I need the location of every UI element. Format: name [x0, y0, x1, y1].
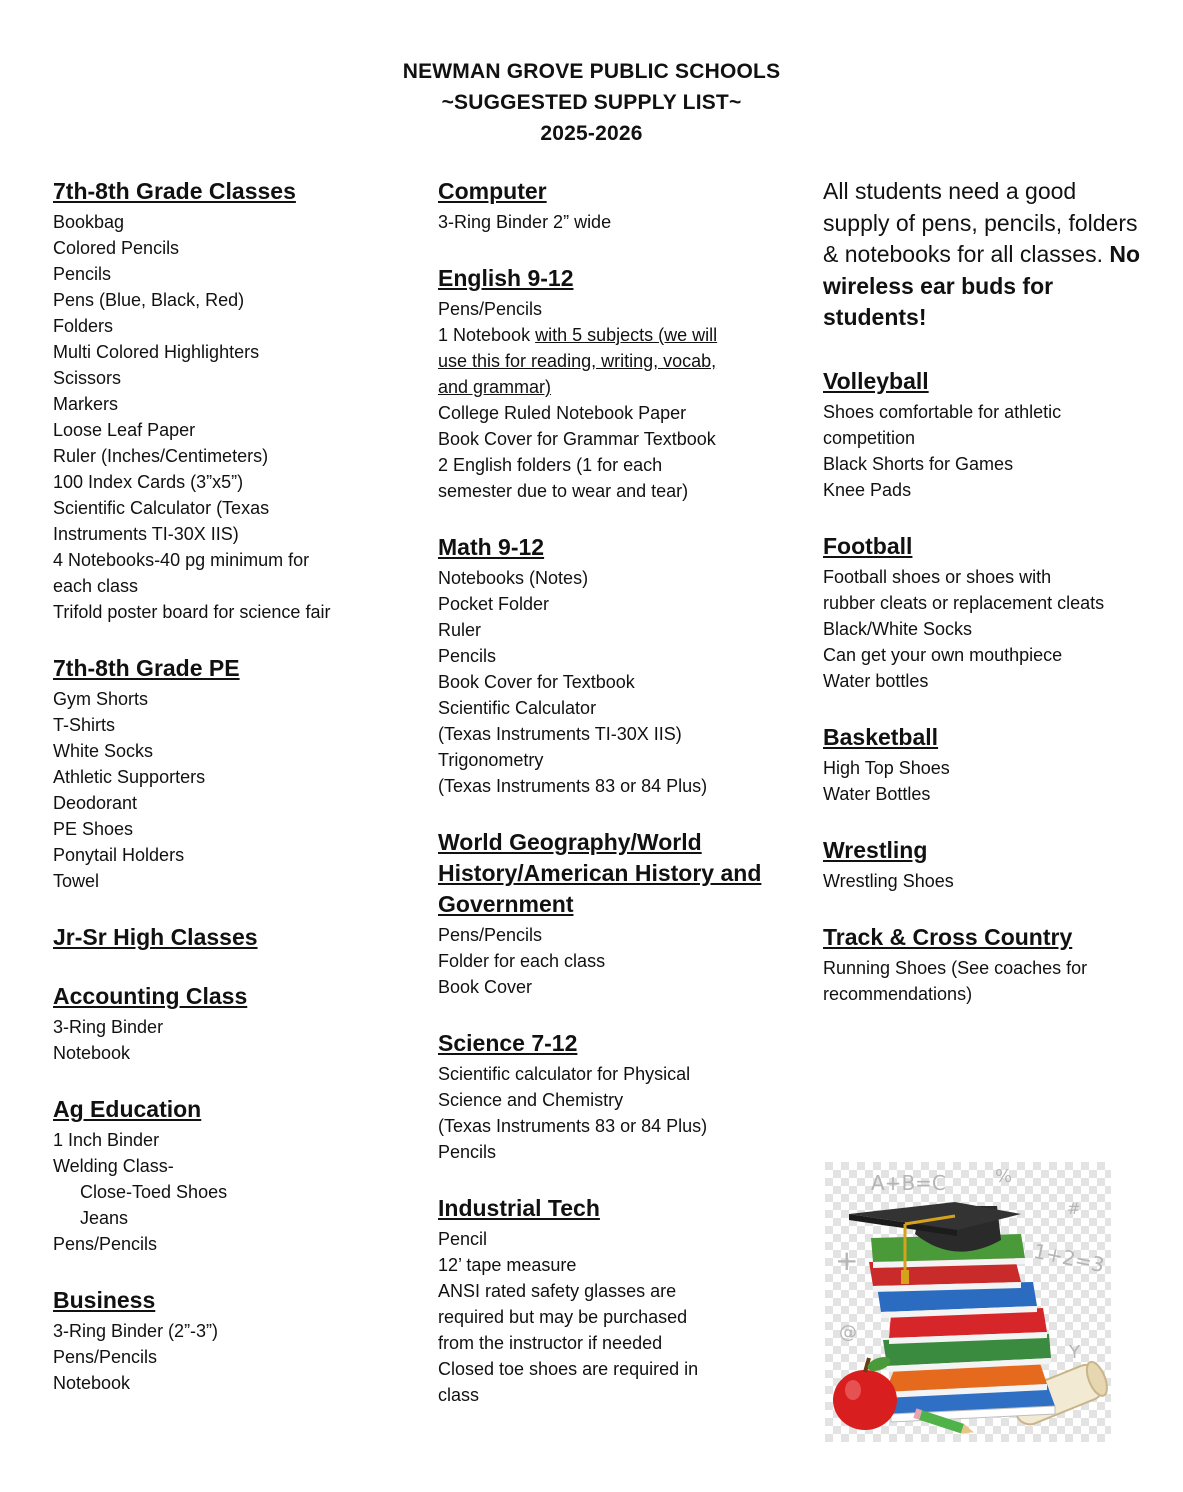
list-item: Colored Pencils	[53, 238, 180, 258]
list-item: Pens (Blue, Black, Red)	[53, 290, 245, 310]
list-item: Can get your own mouthpiece	[823, 644, 1063, 665]
list-item: Bookbag	[53, 212, 125, 232]
list-item: Instruments TI-30X IIS)	[53, 524, 239, 544]
list-item: Pencils	[438, 646, 497, 666]
list-item: Deodorant	[53, 793, 138, 813]
section-title: 7th-8th Grade Classes	[53, 178, 296, 204]
list-item: Pencil	[438, 1229, 488, 1249]
list-item: Athletic Supporters	[53, 767, 206, 787]
document-title: ~SUGGESTED SUPPLY LIST~	[441, 91, 742, 114]
list-item: Book Cover for Grammar Textbook	[438, 429, 716, 449]
section-wrestling	[823, 835, 1143, 894]
section-title: Science 7-12	[438, 1030, 578, 1056]
list-item: Trigonometry	[438, 750, 544, 770]
school-name: NEWMAN GROVE PUBLIC SCHOOLS	[402, 60, 781, 83]
section-football	[823, 531, 1143, 694]
list-item: recommendations)	[823, 983, 973, 1004]
list-item: Welding Class-	[53, 1156, 174, 1176]
list-item: Science and Chemistry	[438, 1090, 624, 1110]
list-item: Pens/Pencils	[53, 1347, 158, 1367]
list-item: White Socks	[53, 741, 154, 761]
section-title: Wrestling	[823, 836, 928, 863]
list-item: Wrestling Shoes	[823, 870, 954, 891]
supply-list	[823, 564, 1143, 694]
supply-list	[823, 868, 1143, 894]
list-item: Loose Leaf Paper	[53, 420, 196, 440]
list-item: Pencils	[53, 264, 112, 284]
section-title: Ag Education	[53, 1096, 202, 1122]
supply-list	[53, 1014, 393, 1066]
section-business	[53, 1285, 393, 1396]
list-item: 3-Ring Binder	[53, 1017, 164, 1037]
list-item: required but may be purchased	[438, 1307, 688, 1327]
list-item: Book Cover	[438, 977, 533, 997]
doodle-text: A+B=C	[871, 1171, 946, 1195]
list-item: 3-Ring Binder 2” wide	[438, 212, 612, 232]
section-title: Volleyball	[823, 367, 929, 394]
list-item: PE Shoes	[53, 819, 134, 839]
list-item: Ponytail Holders	[53, 845, 185, 865]
list-item: Shoes comfortable for athletic	[823, 401, 1062, 422]
list-item-indented: Jeans	[80, 1208, 129, 1228]
notebook-note: with 5 subjects (we will	[535, 325, 718, 345]
section-title: English 9-12	[438, 265, 574, 291]
section-title: Jr-Sr High Classes	[53, 924, 258, 950]
list-item: Scissors	[53, 368, 122, 388]
section-science-7-12	[438, 1028, 778, 1165]
list-item: 1 Inch Binder	[53, 1130, 160, 1150]
list-item-notebook	[438, 322, 778, 348]
list-item: Book Cover for Textbook	[438, 672, 635, 692]
list-item-notebook-note: and grammar)	[438, 377, 552, 397]
list-item: 100 Index Cards (3”x5”)	[53, 472, 244, 492]
supply-list	[438, 296, 778, 504]
list-item: Folder for each class	[438, 951, 606, 971]
list-item: Football shoes or shoes with	[823, 566, 1052, 587]
section-7th-8th-grade-pe	[53, 653, 393, 894]
section-title: Industrial Tech	[438, 1195, 600, 1221]
supply-list	[53, 686, 393, 894]
list-item: Pens/Pencils	[53, 1234, 158, 1254]
list-item: Notebook	[53, 1043, 131, 1063]
doodle-text: %	[995, 1166, 1013, 1187]
list-item: class	[438, 1385, 480, 1405]
list-item: Pocket Folder	[438, 594, 550, 614]
list-item: Water bottles	[823, 670, 929, 691]
section-track-cross-country	[823, 922, 1143, 1007]
doodle-text: +	[835, 1244, 859, 1277]
doodle-text: Y	[1069, 1342, 1080, 1363]
section-title: 7th-8th Grade PE	[53, 655, 240, 681]
section-volleyball	[823, 366, 1143, 503]
list-item: Closed toe shoes are required in	[438, 1359, 699, 1379]
general-note	[823, 176, 1143, 334]
section-accounting-class	[53, 981, 393, 1066]
section-title: World Geography/World History/American History and Government	[438, 829, 762, 917]
list-item: Towel	[53, 871, 100, 891]
section-title: Accounting Class	[53, 983, 248, 1009]
list-item: Notebook	[53, 1373, 131, 1393]
list-item: ANSI rated safety glasses are	[438, 1281, 677, 1301]
list-item: (Texas Instruments 83 or 84 Plus)	[438, 1116, 708, 1136]
list-item: Trifold poster board for science fair	[53, 602, 331, 622]
list-item: Pens/Pencils	[438, 299, 543, 319]
section-title: Basketball	[823, 723, 939, 750]
list-item: Scientific calculator for Physical	[438, 1064, 691, 1084]
section-jr-sr-high-classes	[53, 922, 393, 953]
list-item: competition	[823, 427, 916, 448]
list-item: Black/White Socks	[823, 618, 973, 639]
doodle-text: @	[839, 1322, 857, 1343]
supply-list	[438, 922, 778, 1000]
list-item-notebook-note: use this for reading, writing, vocab,	[438, 351, 717, 371]
section-math-9-12	[438, 532, 778, 799]
list-item: (Texas Instruments 83 or 84 Plus)	[438, 776, 708, 796]
list-item: Folders	[53, 316, 114, 336]
supply-list	[53, 1318, 393, 1396]
list-item: Knee Pads	[823, 479, 912, 500]
graduation-books-icon	[825, 1162, 1111, 1442]
list-item: Pencils	[438, 1142, 497, 1162]
section-title: Math 9-12	[438, 534, 545, 560]
section-title: Business	[53, 1287, 156, 1313]
section-ag-education	[53, 1094, 393, 1257]
doodle-text: #	[1067, 1199, 1081, 1218]
school-year: 2025-2026	[540, 122, 643, 145]
supply-list	[438, 565, 778, 799]
supply-list	[823, 399, 1143, 503]
section-title: Track & Cross Country	[823, 923, 1073, 950]
list-item: Gym Shorts	[53, 689, 149, 709]
supply-list	[438, 209, 778, 235]
section-title: Football	[823, 532, 913, 559]
list-item: Scientific Calculator (Texas	[53, 498, 270, 518]
supply-list	[823, 755, 1143, 807]
list-item: Ruler (Inches/Centimeters)	[53, 446, 269, 466]
notebook-prefix: 1 Notebook	[438, 325, 536, 345]
list-item: rubber cleats or replacement cleats	[823, 592, 1105, 613]
section-7th-8th-grade-classes	[53, 176, 393, 625]
section-industrial-tech	[438, 1193, 778, 1408]
list-item: College Ruled Notebook Paper	[438, 403, 687, 423]
list-item: Water Bottles	[823, 783, 931, 804]
list-item: Black Shorts for Games	[823, 453, 1014, 474]
list-item: Running Shoes (See coaches for	[823, 957, 1088, 978]
section-world-geography-history	[438, 827, 778, 1000]
doodle-text: 1+2=3	[1031, 1238, 1107, 1278]
list-item: each class	[53, 576, 139, 596]
list-item: Multi Colored Highlighters	[53, 342, 260, 362]
supply-list	[53, 1127, 393, 1257]
list-item: semester due to wear and tear)	[438, 481, 689, 501]
list-item: 2 English folders (1 for each	[438, 455, 663, 475]
document-header	[0, 56, 1183, 149]
note-text: All students need a good supply of pens, pencils, folders & notebooks for all classes.	[823, 178, 1138, 267]
list-item: Markers	[53, 394, 119, 414]
section-english-9-12	[438, 263, 778, 504]
column-left	[53, 176, 393, 1424]
list-item: Scientific Calculator	[438, 698, 597, 718]
list-item: from the instructor if needed	[438, 1333, 663, 1353]
column-middle	[438, 176, 778, 1436]
supply-list	[438, 1061, 778, 1165]
list-item: High Top Shoes	[823, 757, 950, 778]
list-item: Ruler	[438, 620, 482, 640]
column-right	[823, 176, 1143, 1035]
note-emphasis: No wireless ear buds for students!	[823, 241, 1141, 330]
list-item: Notebooks (Notes)	[438, 568, 589, 588]
list-item: Pens/Pencils	[438, 925, 543, 945]
list-item-indented: Close-Toed Shoes	[80, 1182, 228, 1202]
section-computer	[438, 176, 778, 235]
section-title: Computer	[438, 178, 547, 204]
list-item: 3-Ring Binder (2”-3”)	[53, 1321, 219, 1341]
supply-list	[438, 1226, 778, 1408]
section-basketball	[823, 722, 1143, 807]
supply-list	[53, 209, 393, 625]
list-item: T-Shirts	[53, 715, 116, 735]
supply-list	[823, 955, 1143, 1007]
list-item: 12’ tape measure	[438, 1255, 577, 1275]
list-item: 4 Notebooks-40 pg minimum for	[53, 550, 310, 570]
list-item: (Texas Instruments TI-30X IIS)	[438, 724, 682, 744]
